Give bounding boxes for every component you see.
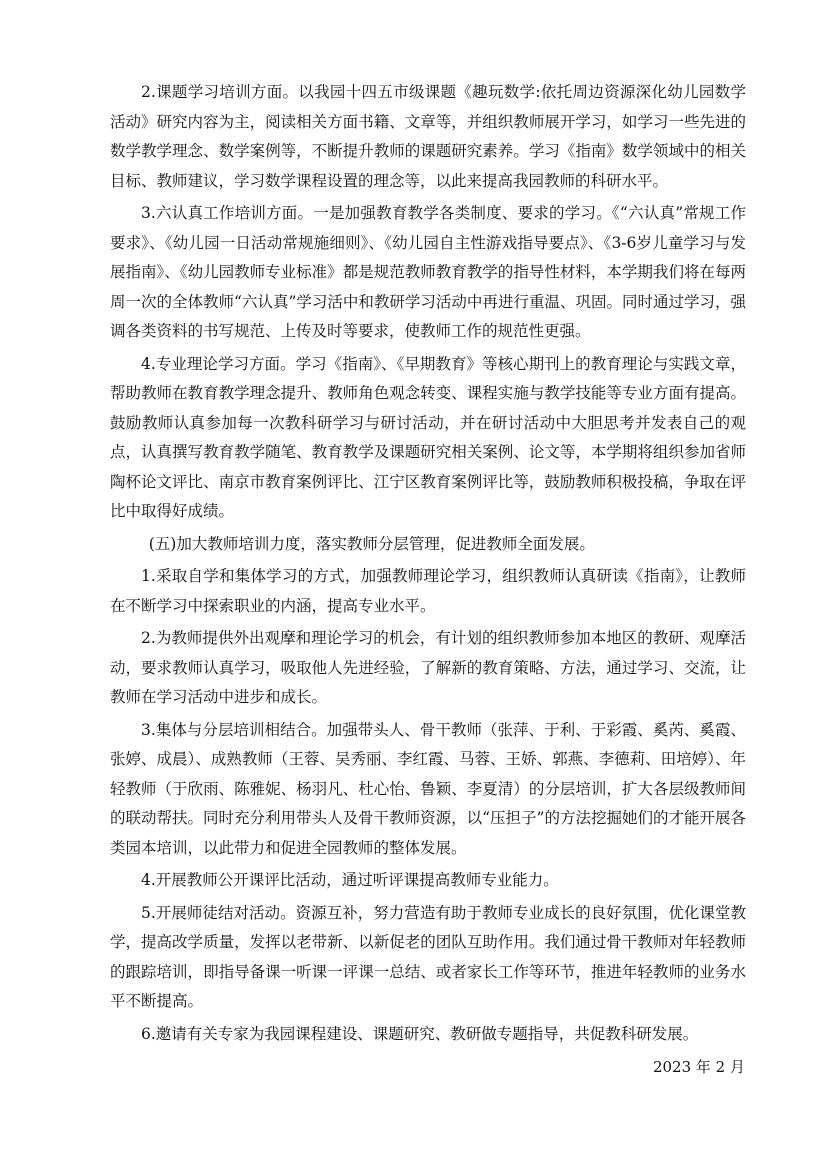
document-body — [110, 78, 746, 1052]
list-item: 4.开展教师公开课评比活动，通过听评课提高教师专业能力。 — [141, 871, 559, 889]
paragraph-six-diligence: 3.六认真工作培训方面。一是加强教育教学各类制度、要求的学习。《“六认真”常规工作要求》、《幼儿园一日活动常规施细则》、《幼儿园自主性游戏指导要点》、《3-6岁儿童学习与发展指南》、《幼儿园教师专业标准》都是规范教师教育教学的指导性材料，本学期我们将在每两周一次的全体教师“六认真”学习活中和教研学习活动中再进行重温、巩固。同时通过学习，强调各类资料的书写规范、上传及时等要求，使教师工作的规范性更强。 — [110, 204, 746, 340]
list-item: 2.为教师提供外出观摩和理论学习的机会，有计划的组织教师参加本地区的教研、观摩活动，要求教师认真学习，吸取他人先进经验，了解新的教育策略、方法，通过学习、交流，让教师在学习活动中进步和成长。 — [110, 629, 746, 706]
list-item: 5.开展师徒结对活动。资源互补，努力营造有助于教师专业成长的良好氛围，优化课堂教学，提高改学质量，发挥以老带新、以新促老的团队互助作用。我们通过骨干教师对年轻教师的跟踪培训，即指导备课一听课一评课一总结、或者家长工作等环节，推进年轻教师的业务水平不断提高。 — [110, 903, 746, 1010]
list-item: 6.邀请有关专家为我园课程建设、课题研究、教研做专题指导，共促教科研发展。 — [141, 1024, 699, 1043]
paragraph-theory-study: 4.专业理论学习方面。学习《指南》、《早期教育》等核心期刊上的教育理论与实践文章，帮助教师在教育教学理念提升、教师角色观念转变、课程实施与教学技能等专业方面有提高。鼓励教师认真参加每一次教科研学习与研讨活动，并在研讨活动中大胆思考并发表自己的观点，认真撰写教育教学随笔、教育教学及课题研究相关案例、论文等，本学期将组织参加省师陶杯论文评比、南京市教育案例评比、江宁区教育案例评比等，鼓励教师积极投稿，争取在评比中取得好成绩。 — [110, 354, 746, 520]
paragraph-topic-study: 2.课题学习培训方面。以我园十四五市级课题《趣玩数学:依托周边资源深化幼儿园数学活动》研究内容为主，阅读相关方面书籍、文章等，并组织教师展开学习，如学习一些先进的数学教学理念、数学案例等，不断提升教师的课题研究素养。学习《指南》数学领域中的相关目标、教师建议，学习数学课程设置的理念等，以此来提高我园教师的科研水平。 — [110, 83, 746, 190]
document-date: 2023 年 2 月 — [652, 1058, 745, 1076]
list-item: 3.集体与分层培训相结合。加强带头人、骨干教师（张萍、于利、于彩霞、奚芮、奚霞、张婷、成晨）、成熟教师（王蓉、吴秀丽、李红霞、马蓉、王娇、郭燕、李德莉、田培婷）、年轻教师（于欣雨、陈雅妮、杨羽凡、杜心怡、鲁颖、李夏清）的分层培训，扩大各层级教师间的联动帮扶。同时充分利用带头人及骨干教师资源，以“压担子”的方法挖掘她们的才能开展各类园本培训，以此带力和促进全园教师的整体发展。 — [110, 720, 746, 857]
list-item: 1.采取自学和集体学习的方式，加强教师理论学习，组织教师认真研读《指南》，让教师在不断学习中探索职业的内涵，提高专业水平。 — [110, 567, 746, 615]
section-heading: (五)加大教师培训力度，落实教师分层管理，促进教师全面发展。 — [148, 534, 595, 553]
